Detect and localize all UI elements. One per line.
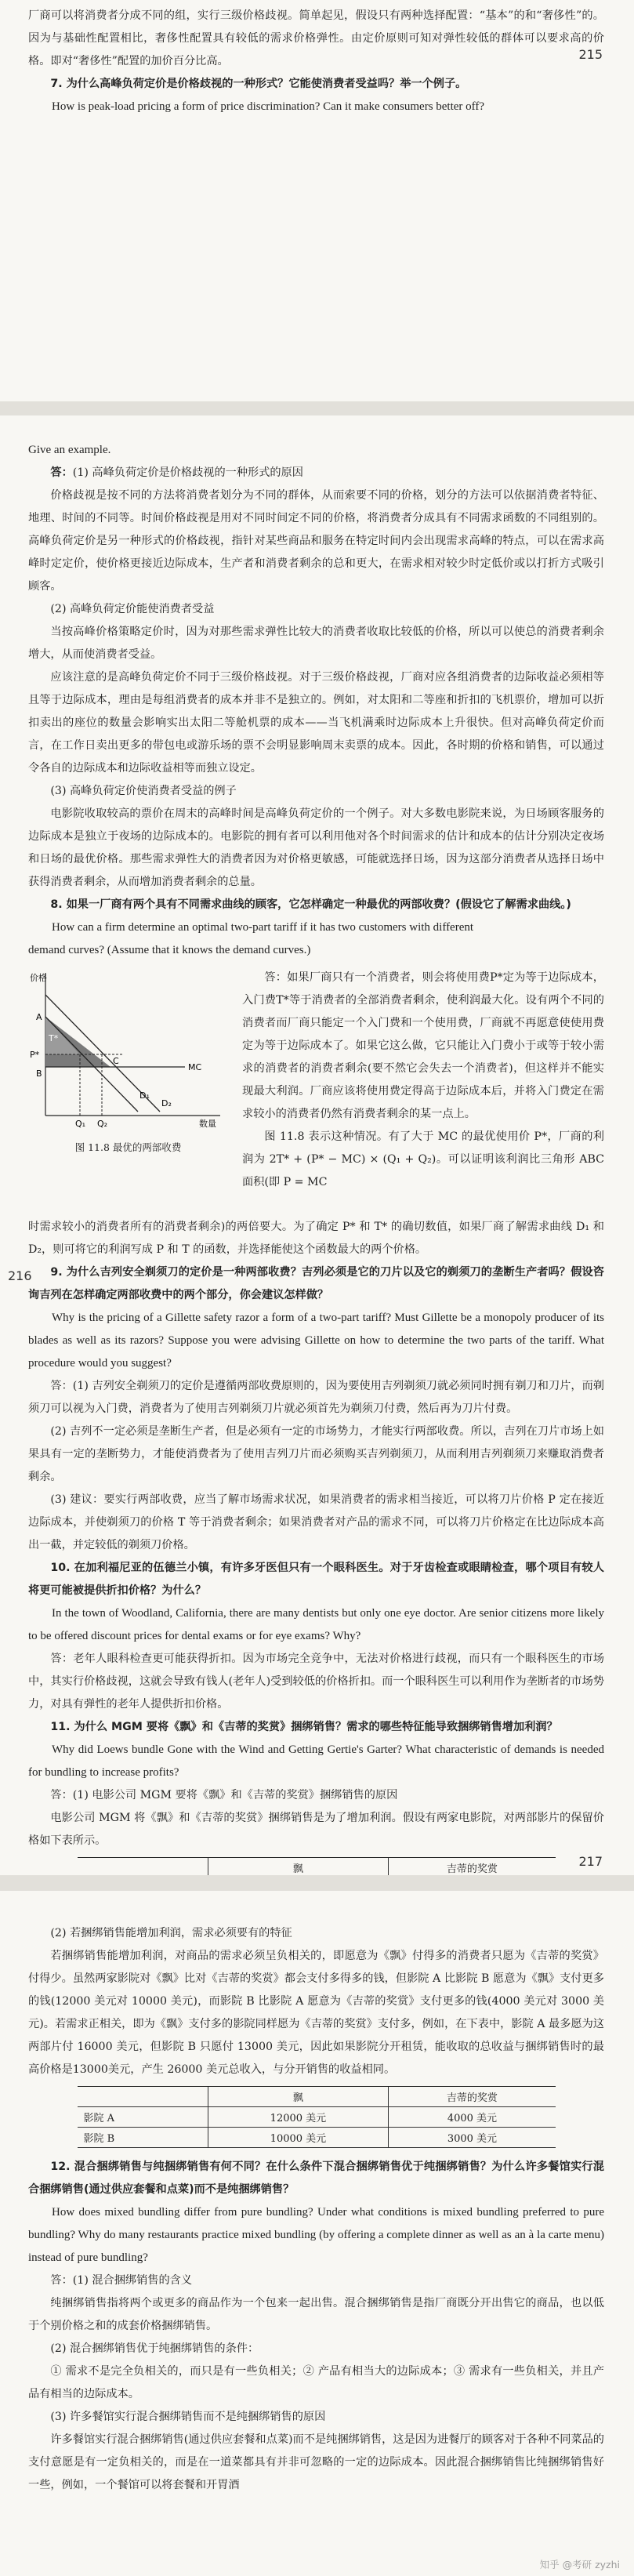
answer-label: 答： (50, 466, 73, 479)
table-row: 影院 A 12000 美元 4000 美元 (78, 2107, 556, 2128)
answer-12-2-para: ① 需求不是完全负相关的，而只是有一些负相关；② 产品有相当大的边际成本；③ 需求有一些负相关，并且产品有相当的边际成本。 (28, 2365, 604, 2400)
answer-12-1: 答：(1) 混合捆绑销售的含义 (50, 2274, 193, 2287)
question-12-english: How does mixed bundling differ from pure bundling? Under what conditions is mixed bundling preferred to pure bundling? Why do many restaurants practice mixed bundling (by offering a complete dinner as well as an à la carte menu) instead of pure bundling? (28, 2206, 604, 2264)
question-8: 8. 如果一厂商有两个具有不同需求曲线的顾客，它怎样确定一种最优的两部收费？(假设它了解需求曲线。) (50, 898, 571, 911)
reservation-price-table-2 (78, 2086, 556, 2148)
answer-7-heading-3: (3) 高峰负荷定价使消费者受益的例子 (50, 785, 237, 797)
answer-11-1: 答：(1) 电影公司 MGM 要将《飘》和《吉蒂的奖赏》捆绑销售的原因 (50, 1789, 398, 1801)
question-8-english-2: demand curves? (Assume that it knows the demand curves.) (28, 944, 311, 956)
label-d1: D₁ (139, 1090, 150, 1101)
label-a: A (36, 1012, 42, 1022)
page-216-217 (0, 415, 634, 1875)
question-8-english-1: How can a firm determine an optimal two-part tariff if it has two customers with different (52, 921, 474, 934)
question-9: 9. 为什么吉列安全剃须刀的定价是一种两部收费？吉列必须是它的刀片以及它的剃须刀的垄断生产者吗？假设咨询吉列在怎样确定两部收费中的两个部分，你会建议怎样做？ (28, 1266, 604, 1301)
label-mc: MC (188, 1062, 202, 1072)
question-7-english: How is peak-load pricing a form of price discrimination? Can it make consumers better off? (52, 100, 485, 113)
answer-11-para-2: 若捆绑销售能增加利润，对商品的需求必须呈负相关的，即愿意为《飘》付得多的消费者只愿为《吉蒂的奖赏》付得少。虽然两家影院对《飘》比对《吉蒂的奖赏》都会支付多得多的钱，但影院 A 比影院 B 愿意为《飘》支付更多的钱(12000 美元对 10000 美元)，而影院 B 比影院 A 愿意为《吉蒂的奖赏》支付更多的钱(4000 美元对 3000 美元)。若需求正相关，即为《飘》支付多的影院同样愿为《吉蒂的奖赏》支付多，例如，在下表中，影院 A 最多愿为这两部片付 16000 美元，但影院 B 只愿付 13000 美元，因此如果影院分开租赁，能收取的总收益与捆绑销售时的最高价格是13000美元，产生 26000 美元总收入，与分开销售的收益相同。 (28, 1950, 604, 2076)
label-b: B (36, 1068, 42, 1079)
question-9-english: Why is the pricing of a Gillette safety razor a form of a two-part tariff? Must Gillette be a monopoly producer of its blades as well as its razors? Suppose you were advising Gillette on how to determine the two parts of the tariff. What procedure would you suggest? (28, 1312, 604, 1370)
answer-7-para-1: 价格歧视是按不同的方法将消费者划分为不同的群体，从而索要不同的价格，划分的方法可以依据消费者特征、地理、时间的不同等。时间价格歧视是用对不同时间定不同的价格，将消费者分成具有不同需求函数的不同组别的。高峰负荷定价是另一种形式的价格歧视，指针对某些商品和服务在特定时间内会出现需求高峰的特点，可以在需求高峰时定定价，使价格更接近边际成本，生产者和消费者剩余的总和更大，在需求相对较少时定低价或以打折方式吸引顾客。 (28, 489, 604, 593)
answer-12-3: (3) 许多餐馆实行混合捆绑销售而不是纯捆绑销售的原因 (50, 2411, 326, 2423)
question-10-english: In the town of Woodland, California, there are many dentists but only one eye doctor. Are senior citizens more likely to be offered discount prices for dental exams or for eye exams? Why? (28, 1607, 604, 1642)
label-d2: D₂ (161, 1098, 172, 1108)
figure-11-8 (28, 967, 228, 1194)
figure-11-8-row (28, 967, 604, 1194)
question-11: 11. 为什么 MGM 要将《飘》和《吉蒂的奖赏》捆绑销售？需求的哪些特征能导致捆绑销售增加利润？ (50, 1721, 558, 1733)
two-part-tariff-diagram (28, 967, 228, 1135)
page-218 (0, 1891, 634, 2576)
answer-10: 答：老年人眼科检查更可能获得折扣。因为市场完全竞争中，无法对价格进行歧视，而只有一个眼科医生的市场中，其实行价格歧视，这就会导致有钱人(老年人)受到较低的价格折扣。而一个眼科医生可以利用作为垄断者的市场势力，对具有弹性的老年人提供折扣价格。 (28, 1653, 604, 1711)
answer-7-para-4: 电影院收取较高的票价在周末的高峰时间是高峰负荷定价的一个例子。对大多数电影院来说，为日场顾客服务的边际成本是独立于夜场的边际成本的。电影院的拥有者可以利用他对各个时间需求的估计和成本的估计分别决定夜场和日场的最优价格。那些需求弹性大的消费者因为对价格更敏感，可能就选择日场，因为这部分消费者从选择日场中获得消费者剩余，从而增加消费者剩余的总量。 (28, 807, 604, 888)
answer-7-para-3: 应该注意的是高峰负荷定价不同于三级价格歧视。对于三级价格歧视，厂商对应各组消费者的边际收益必须相等且等于边际成本，理由是每组消费者的成本并非不是独立的。例如，对太阳和二等座和折扣的飞机票价，增加可以折扣卖出的座位的数量会影响实出太阳二等舱机票的成本——当飞机满乘时边际成本上升很快。但对高峰负荷定价而言，在工作日卖出更多的带包电或游乐场的票不会明显影响周末卖票的成本。因此，各时期的价格和销售，可以通过令各自的边际成本和边际收益相等而独立设定。 (28, 671, 604, 775)
question-10: 10. 在加利福尼亚的伍德兰小镇，有许多牙医但只有一个眼科医生。对于牙齿检查或眼睛检查，哪个项目有较人将更可能被提供折扣价格？为什么？ (28, 1562, 604, 1597)
answer-9-2: (2) 吉列不一定必须是垄断生产者，但是必须有一定的市场势力，才能实行两部收费。所以，吉列在刀片市场上如果具有一定的垄断势力，才能使消费者为了使用吉列刀片而必须购买吉列剃须刀，从而利用吉列剃须刀来赚取消费者剩余。 (28, 1425, 604, 1483)
axis-label-price: 价格 (30, 973, 47, 983)
answer-12-1-para: 纯捆绑销售指将两个或更多的商品作为一个包来一起出售。混合捆绑销售是指厂商既分开出售它的商品，也以低于个别价格之和的成套价格捆绑销售。 (28, 2297, 604, 2332)
figure-explanation: 图 11.8 表示这种情况。有了大于 MC 的最优使用价 P*，厂商的利润为 2T* + (P* − MC) × (Q₁ + Q₂)。可以证明该利润比三角形 ABC 面积(即 P = MC (242, 1130, 604, 1188)
answer-8-continued: 时需求较小的消费者所有的消费者剩余)的两倍要大。为了确定 P* 和 T* 的确切数值，如果厂商了解需求曲线 D₁ 和 D₂，则可将它的利润写成 P 和 T 的函数，并选择能使这个函数最大的两个价格。 (28, 1221, 604, 1256)
page-number: 215 (578, 47, 603, 62)
answer-7-heading-2: (2) 高峰负荷定价能使消费者受益 (50, 603, 215, 615)
answer-9-3: (3) 建议：要实行两部收费，应当了解市场需求状况，如果消费者的需求相当接近，可以将刀片价格 P 定在接近边际成本，并使剃须刀的价格 T 等于消费者剩余；如果消费者对产品的需求不同，可以将刀片价格定在比边际成本高出一截，并定较低的剃须刀价格。 (28, 1493, 604, 1551)
page-number-216: 216 (8, 1268, 32, 1283)
label-q1: Q₁ (75, 1119, 86, 1129)
label-q2: Q₂ (97, 1119, 108, 1129)
answer-12-2: (2) 混合捆绑销售优于纯捆绑销售的条件： (50, 2342, 259, 2355)
give-example-line: Give an example. (28, 444, 111, 456)
watermark: 知乎 @考研 zyzhi (539, 2559, 620, 2571)
answer-7-heading-1: 答：(1) 高峰负荷定价是价格歧视的一种形式的原因 (50, 466, 303, 479)
answer-11-1-para: 电影公司 MGM 将《飘》和《吉蒂的奖赏》捆绑销售是为了增加利润。假设有两家电影院，对两部影片的保留价格如下表所示。 (28, 1812, 604, 1847)
answer-9-1: 答：(1) 吉列安全剃须刀的定价是遵循两部收费原则的，因为要使用吉列剃须刀就必须同时拥有剃刀和刀片，而剃须刀可以视为入门费，消费者为了使用吉列剃须刀片就必须首先为剃须刀付费，然后再为刀片付费。 (28, 1380, 604, 1415)
table-header-row: 飘 吉蒂的奖赏 (78, 2087, 556, 2107)
label-t-star: T* (49, 1033, 59, 1043)
page-215 (0, 0, 634, 401)
figure-side-text (242, 967, 604, 1194)
table-row: 影院 B 10000 美元 3000 美元 (78, 2128, 556, 2148)
question-12: 12. 混合捆绑销售与纯捆绑销售有何不同？在什么条件下混合捆绑销售优于纯捆绑销售？为什么许多餐馆实行混合捆绑销售(通过供应套餐和点菜)而不是纯捆绑销售？ (28, 2161, 604, 2196)
page-gap (0, 1875, 634, 1891)
spacer (28, 1199, 604, 1216)
answer-7-para-2: 当按高峰价格策略定价时，因为对那些需求弹性比较大的消费者收取比较低的价格，所以可以使总的消费者剩余增大，从而使消费者受益。 (28, 626, 604, 661)
question-11-english: Why did Loews bundle Gone with the Wind and Getting Gertie's Garter? What characteristic of demands is needed for bundling to increase profits? (28, 1743, 604, 1779)
question-7: 7. 为什么高峰负荷定价是价格歧视的一种形式？它能使消费者受益吗？举一个例子。 (50, 78, 467, 90)
page-gap (0, 401, 634, 415)
answer-11-heading-2: (2) 若捆绑销售能增加利润，需求必须要有的特征 (50, 1927, 292, 1939)
answer-12-3-para: 许多餐馆实行混合捆绑销售(通过供应套餐和点菜)而不是纯捆绑销售，这是因为进餐厅的顾客对于各种不同菜品的支付意愿是有一定负相关的，而是在一道菜都具有并非可忽略的一定的边际成本。因此混合捆绑销售比纯捆绑销售好一些，例如，一个餐馆可以将套餐和开胃酒 (28, 2433, 604, 2491)
table-header-row: 飘 吉蒂的奖赏 (78, 1858, 556, 1876)
axis-label-quantity: 数量 (199, 1119, 216, 1129)
label-c: C (113, 1056, 119, 1066)
reservation-price-table-1 (78, 1857, 556, 1875)
answer-8: 答：如果厂商只有一个消费者，则会将使用费P*定为等于边际成本，入门费T*等于消费者的全部消费者剩余，使利润最大化。设有两个不同的消费者而厂商只能定一个入门费和一个使用费，厂商就不再愿意使使用费定为等于边际成本了。如果它这么做，它只能让入门费小于或等于较小需求的消费者的消费者剩余(要不然它会失去一个消费者)，但这样并不能实现最大利润。厂商应该将使用费定得高于边际成本后，并将入门费定在需求较小的消费者仍然有消费者剩余的某一点上。 (242, 971, 604, 1120)
figure-caption: 图 11.8 最优的两部收费 (74, 1141, 182, 1153)
intro-paragraph: 厂商可以将消费者分成不同的组，实行三级价格歧视。简单起见，假设只有两种选择配置：“基本”的和“奢侈性”的。因为与基础性配置相比，奢侈性配置具有较低的需求价格弹性。由定价原则可知对弹性较低的群体可以要求高的价格。即对“奢侈性”配置的加价百分比高。 (28, 9, 604, 67)
label-p-star: P* (30, 1050, 40, 1060)
page-number-217: 217 (578, 1854, 603, 1869)
